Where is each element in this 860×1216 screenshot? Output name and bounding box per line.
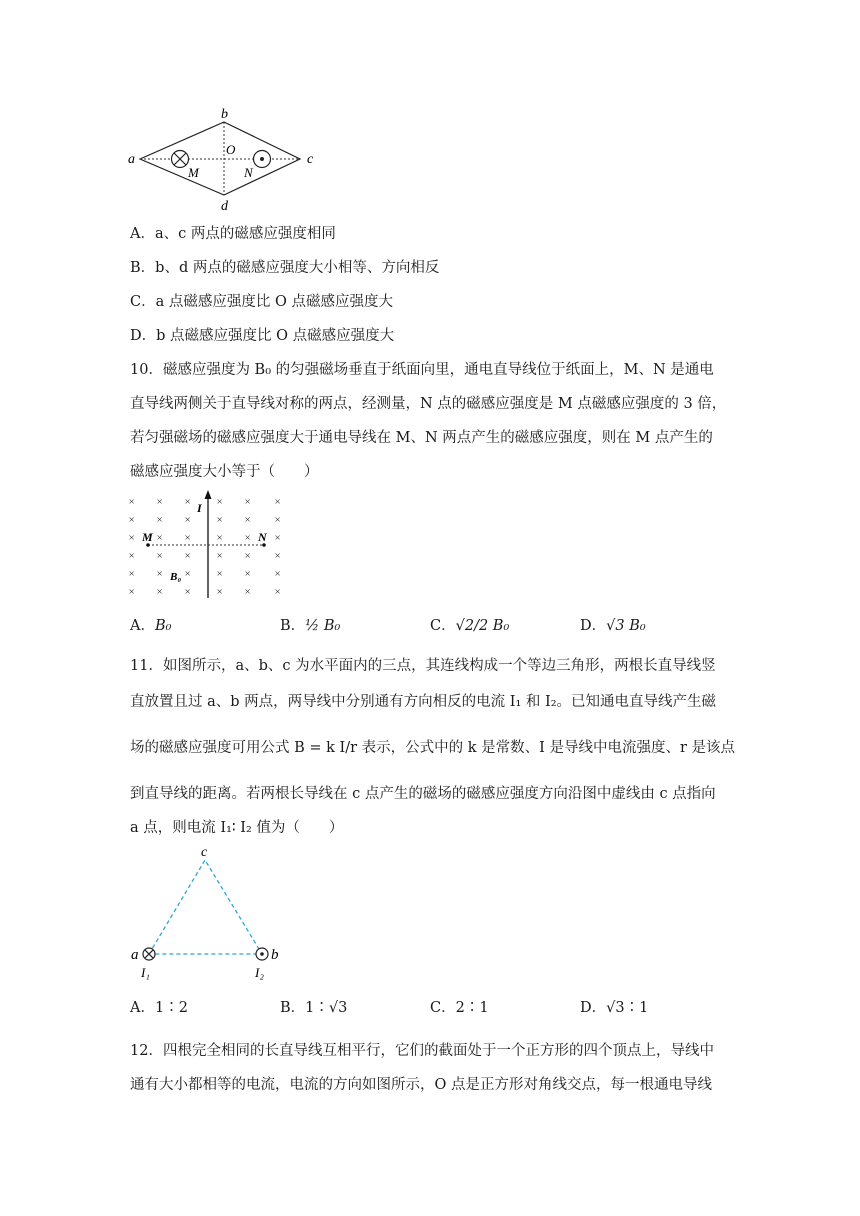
svg-text:×: × [274, 496, 281, 508]
label-i1: I₁ [141, 965, 150, 980]
svg-text:×: × [156, 514, 163, 526]
label-c: c [201, 845, 208, 860]
svg-text:×: × [216, 586, 223, 598]
q11-line-4: 到直导线的距离。若两根长导线在 c 点产生的磁场的磁感应强度方向沿图中虚线由 c 点指向 [130, 786, 716, 802]
svg-text:×: × [274, 586, 281, 598]
svg-text:×: × [274, 568, 281, 580]
q9-option-d: D．b 点磁感应强度比 O 点磁感应强度大 [130, 328, 395, 344]
q11-line-3: 场的磁感应强度可用公式 B = k I/r 表示，公式中的 k 是常数、I 是导线中电流强度、r 是该点 [130, 740, 736, 756]
wire-into-page-icon [143, 948, 155, 960]
svg-text:×: × [128, 586, 135, 598]
label-b0: B₀ [170, 571, 182, 583]
q10-line-3: 若匀强磁场的磁感应强度大于通电导线在 M、N 两点产生的磁感应强度，则在 M 点产生的 [130, 430, 713, 446]
figure-triangle [125, 840, 295, 985]
current-arrow-icon [205, 490, 212, 499]
label-current: I [197, 501, 202, 515]
wire-out-of-page-icon [254, 151, 271, 168]
svg-text:×: × [128, 568, 135, 580]
q11-option-c: C．2∶1 [430, 1000, 489, 1016]
label-a: a [131, 947, 139, 963]
label-a: a [128, 152, 135, 167]
svg-text:×: × [244, 532, 251, 544]
wire-into-page-icon [172, 151, 189, 168]
q12-line-1: 12．四根完全相同的长直导线互相平行，它们的截面处于一个正方形的四个顶点上，导线中 [130, 1043, 714, 1059]
label-b: b [221, 107, 228, 122]
q11-line-5: a 点，则电流 I₁∶ I₂ 值为（ ） [130, 820, 344, 836]
q11-option-a: A．1∶2 [130, 1000, 188, 1016]
q9-option-a: A．a、c 两点的磁感应强度相同 [130, 226, 336, 242]
svg-text:×: × [244, 496, 251, 508]
q10-option-b: B．½ B₀ [280, 618, 341, 634]
q10-line-4: 磁感应强度大小等于（ ） [130, 464, 319, 480]
svg-text:×: × [244, 550, 251, 562]
q9-option-c: C．a 点磁感应强度比 O 点磁感应强度大 [130, 294, 393, 310]
figure-magnetic-field [120, 488, 300, 603]
svg-text:×: × [156, 550, 163, 562]
q10-option-d: D．√3 B₀ [580, 618, 646, 634]
svg-text:×: × [128, 514, 135, 526]
svg-text:×: × [156, 532, 163, 544]
q11-option-b: B．1∶√3 [280, 1000, 348, 1016]
q10-line-1: 10．磁感应强度为 B₀ 的匀强磁场垂直于纸面向里，通电直导线位于纸面上，M、N 是通电 [130, 362, 714, 378]
q10-option-a: A．B₀ [130, 618, 172, 634]
svg-text:×: × [216, 568, 223, 580]
q9-option-b: B．b、d 两点的磁感应强度大小相等、方向相反 [130, 260, 440, 276]
label-m: M [142, 530, 153, 544]
label-m: M [188, 165, 199, 180]
svg-text:×: × [216, 532, 223, 544]
q10-line-2: 直导线两侧关于直导线对称的两点，经测量，N 点的磁感应强度是 M 点磁感应强度的 3 倍， [130, 396, 727, 412]
label-n: N [244, 165, 253, 180]
svg-text:×: × [244, 568, 251, 580]
svg-text:×: × [184, 532, 191, 544]
svg-text:×: × [128, 532, 135, 544]
wire-out-of-page-icon [256, 948, 268, 960]
figure-rhombus [120, 100, 330, 215]
q11-option-d: D．√3∶1 [580, 1000, 649, 1016]
svg-text:×: × [128, 550, 135, 562]
svg-text:×: × [244, 514, 251, 526]
q12-line-2: 通有大小都相等的电流，电流的方向如图所示，O 点是正方形对角线交点，每一根通电导线 [130, 1077, 712, 1093]
svg-text:×: × [184, 496, 191, 508]
svg-text:×: × [274, 532, 281, 544]
svg-text:×: × [156, 496, 163, 508]
label-n: N [258, 530, 267, 544]
svg-text:×: × [184, 550, 191, 562]
label-c: c [307, 152, 314, 167]
svg-text:×: × [156, 586, 163, 598]
svg-text:×: × [128, 496, 135, 508]
svg-text:×: × [184, 514, 191, 526]
svg-text:×: × [184, 568, 191, 580]
q10-option-c: C．√2/2 B₀ [430, 618, 510, 634]
svg-text:×: × [216, 496, 223, 508]
svg-text:×: × [184, 586, 191, 598]
q11-line-2: 直放置且过 a、b 两点，两导线中分别通有方向相反的电流 I₁ 和 I₂。已知通电直导线产生磁 [130, 694, 717, 710]
svg-text:×: × [274, 550, 281, 562]
label-d: d [221, 199, 228, 214]
svg-text:×: × [244, 586, 251, 598]
q11-line-1: 11．如图所示，a、b、c 为水平面内的三点，其连线构成一个等边三角形，两根长直导线竖 [130, 658, 716, 674]
svg-text:×: × [156, 568, 163, 580]
label-i2: I₂ [255, 965, 264, 980]
field-into-page-marks [129, 496, 281, 598]
svg-text:×: × [216, 550, 223, 562]
label-b: b [271, 947, 279, 963]
svg-text:×: × [216, 514, 223, 526]
label-o: O [226, 142, 236, 157]
svg-text:×: × [274, 514, 281, 526]
